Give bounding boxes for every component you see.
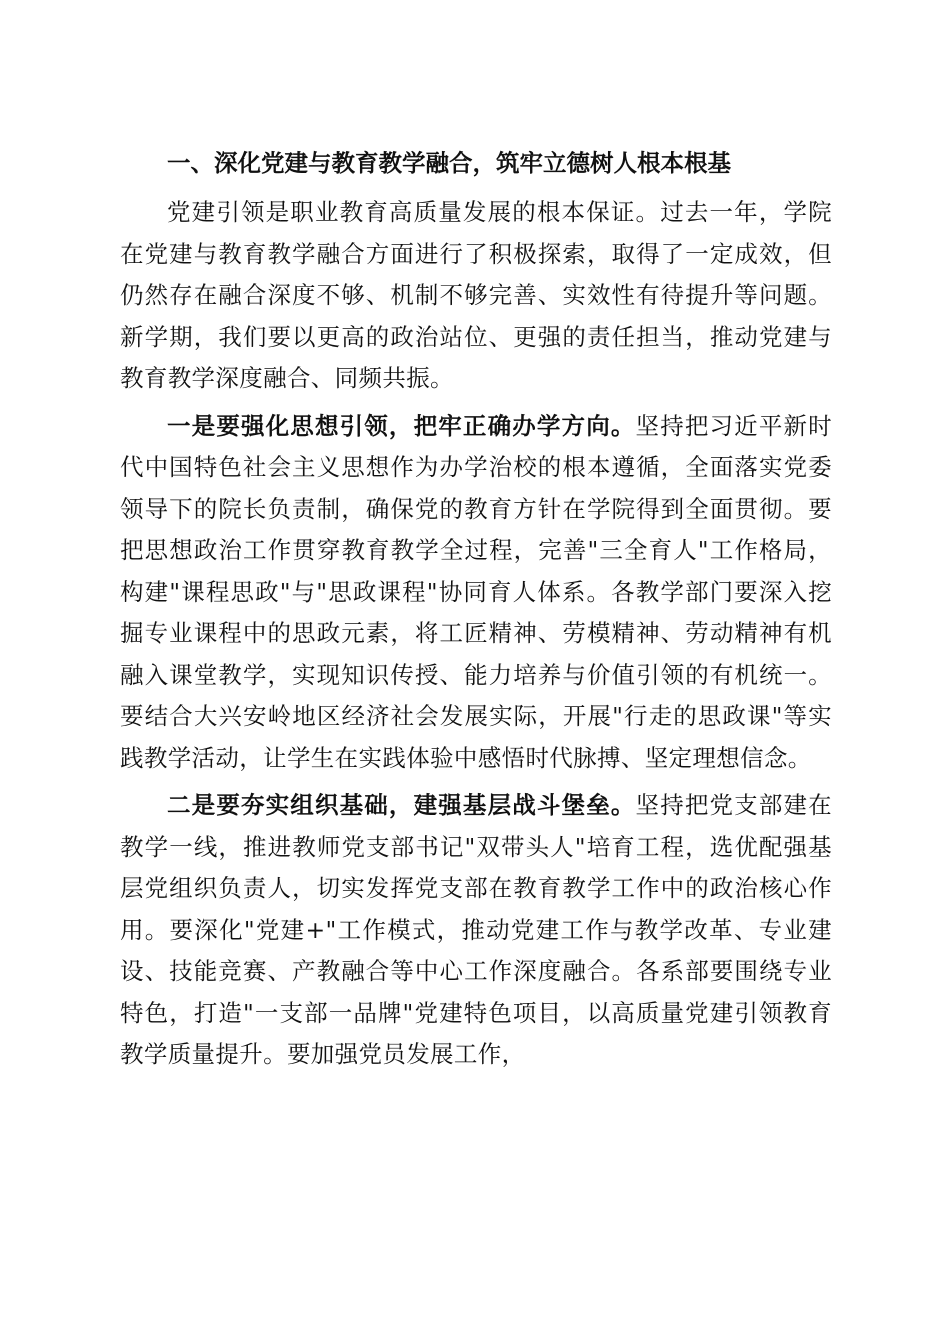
document-body [120,140,832,1082]
paragraph-point-two [120,785,832,1076]
paragraph-point-two-body: 坚持把党支部建在教学一线，推进教师党支部书记"双带头人"培育工程，选优配强基层党组织负责人，切实发挥党支部在教育教学工作中的政治核心作用。要深化"党建+"工作模式，推动党建工作与教学改革、专业建设、技能竞赛、产教融合等中心工作深度融合。各系部要围绕专业特色，打造"一支部一品牌"党建特色项目，以高质量党建引领教育教学质量提升。要加强党员发展工作， [120,791,832,1068]
section-heading: 一、深化党建与教育教学融合，筑牢立德树人根本根基 [167,149,731,177]
paragraph-point-one-body: 坚持把习近平新时代中国特色社会主义思想作为办学治校的根本遵循，全面落实党委领导下的院长负责制，确保党的教育方针在学院得到全面贯彻。要把思想政治工作贯穿教育教学全过程，完善"三全育人"工作格局，构建"课程思政"与"思政课程"协同育人体系。各教学部门要深入挖掘专业课程中的思政元素，将工匠精神、劳模精神、劳动精神有机融入课堂教学，实现知识传授、能力培养与价值引领的有机统一。要结合大兴安岭地区经济社会发展实际，开展"行走的思政课"等实践教学活动，让学生在实践体验中感悟时代脉搏、坚定理想信念。 [120,411,832,772]
paragraph-point-one [120,406,832,780]
paragraph-point-one-lead: 一是要强化思想引领，把牢正确办学方向。 [167,411,636,440]
paragraph-intro: 党建引领是职业教育高质量发展的根本保证。过去一年，学院在党建与教育教学融合方面进行了积极探索，取得了一定成效，但仍然存在融合深度不够、机制不够完善、实效性有待提升等问题。新学期，我们要以更高的政治站位、更强的责任担当，推动党建与教育教学深度融合、同频共振。 [120,198,832,392]
paragraph-point-two-lead: 二是要夯实组织基础，建强基层战斗堡垒。 [167,791,636,819]
